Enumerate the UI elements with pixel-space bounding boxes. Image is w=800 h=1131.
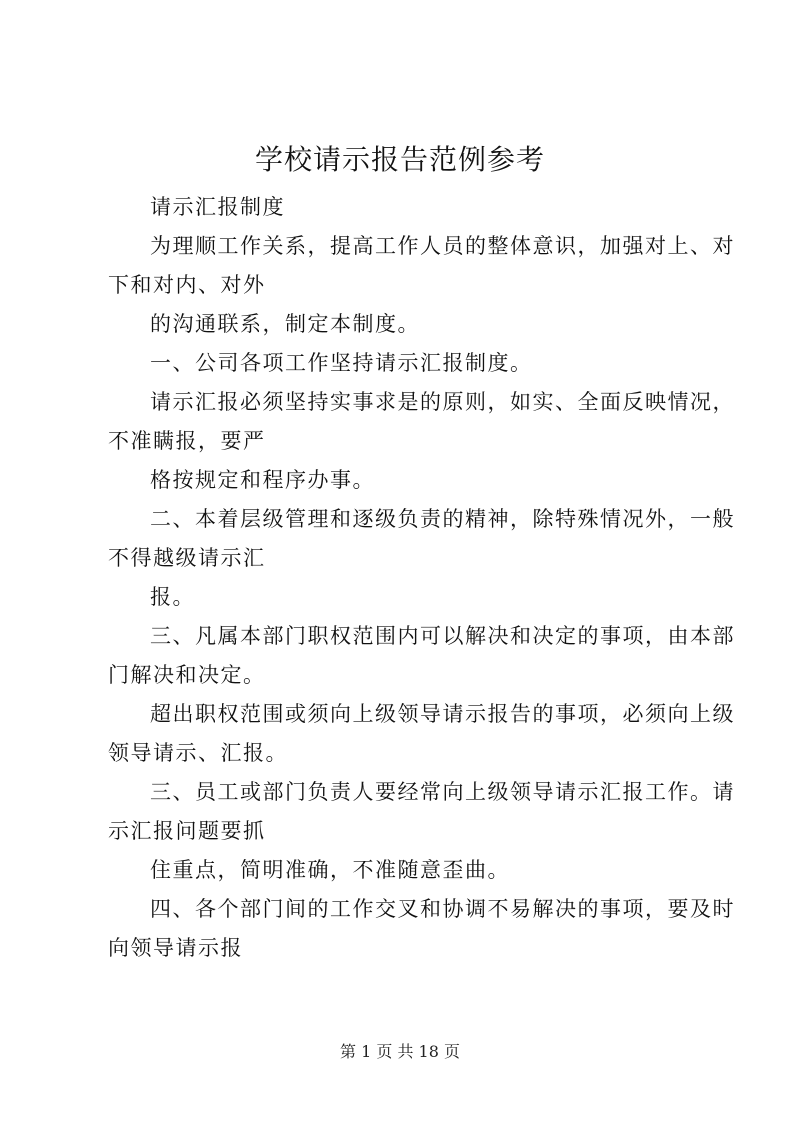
body-line: 三、凡属本部门职权范围内可以解决和决定的事项，由本部 <box>150 624 735 648</box>
body-line: 格按规定和程序办事。 <box>150 468 375 492</box>
body-line: 请示汇报制度 <box>150 195 285 219</box>
document-body <box>108 188 735 968</box>
body-line: 不得越级请示汇 <box>108 546 266 570</box>
body-line: 请示汇报必须坚持实事求是的原则，如实、全面反映情况， <box>150 390 735 414</box>
body-line: 超出职权范围或须向上级领导请示报告的事项，必须向上级 <box>150 702 735 726</box>
body-line: 的沟通联系，制定本制度。 <box>150 312 420 336</box>
body-line: 不准瞒报，要严 <box>108 429 266 453</box>
page-footer: 第 1 页 共 18 页 <box>340 1042 460 1061</box>
body-line: 报。 <box>150 585 195 609</box>
body-line: 领导请示、汇报。 <box>108 741 288 765</box>
body-line: 向领导请示报 <box>108 936 243 960</box>
body-line: 一、公司各项工作坚持请示汇报制度。 <box>150 351 533 375</box>
body-line: 示汇报问题要抓 <box>108 819 266 843</box>
body-line: 下和对内、对外 <box>108 273 266 297</box>
body-line: 四、各个部门间的工作交叉和协调不易解决的事项，要及时 <box>150 897 735 921</box>
body-line: 住重点，简明准确，不准随意歪曲。 <box>150 858 510 882</box>
body-line: 为理顺工作关系，提高工作人员的整体意识，加强对上、对 <box>150 234 735 258</box>
body-line: 二、本着层级管理和逐级负责的精神，除特殊情况外，一般 <box>150 507 735 531</box>
body-line: 门解决和决定。 <box>108 663 266 687</box>
body-line: 三、员工或部门负责人要经常向上级领导请示汇报工作。请 <box>150 780 735 804</box>
document-title: 学校请示报告范例参考 <box>254 143 545 176</box>
